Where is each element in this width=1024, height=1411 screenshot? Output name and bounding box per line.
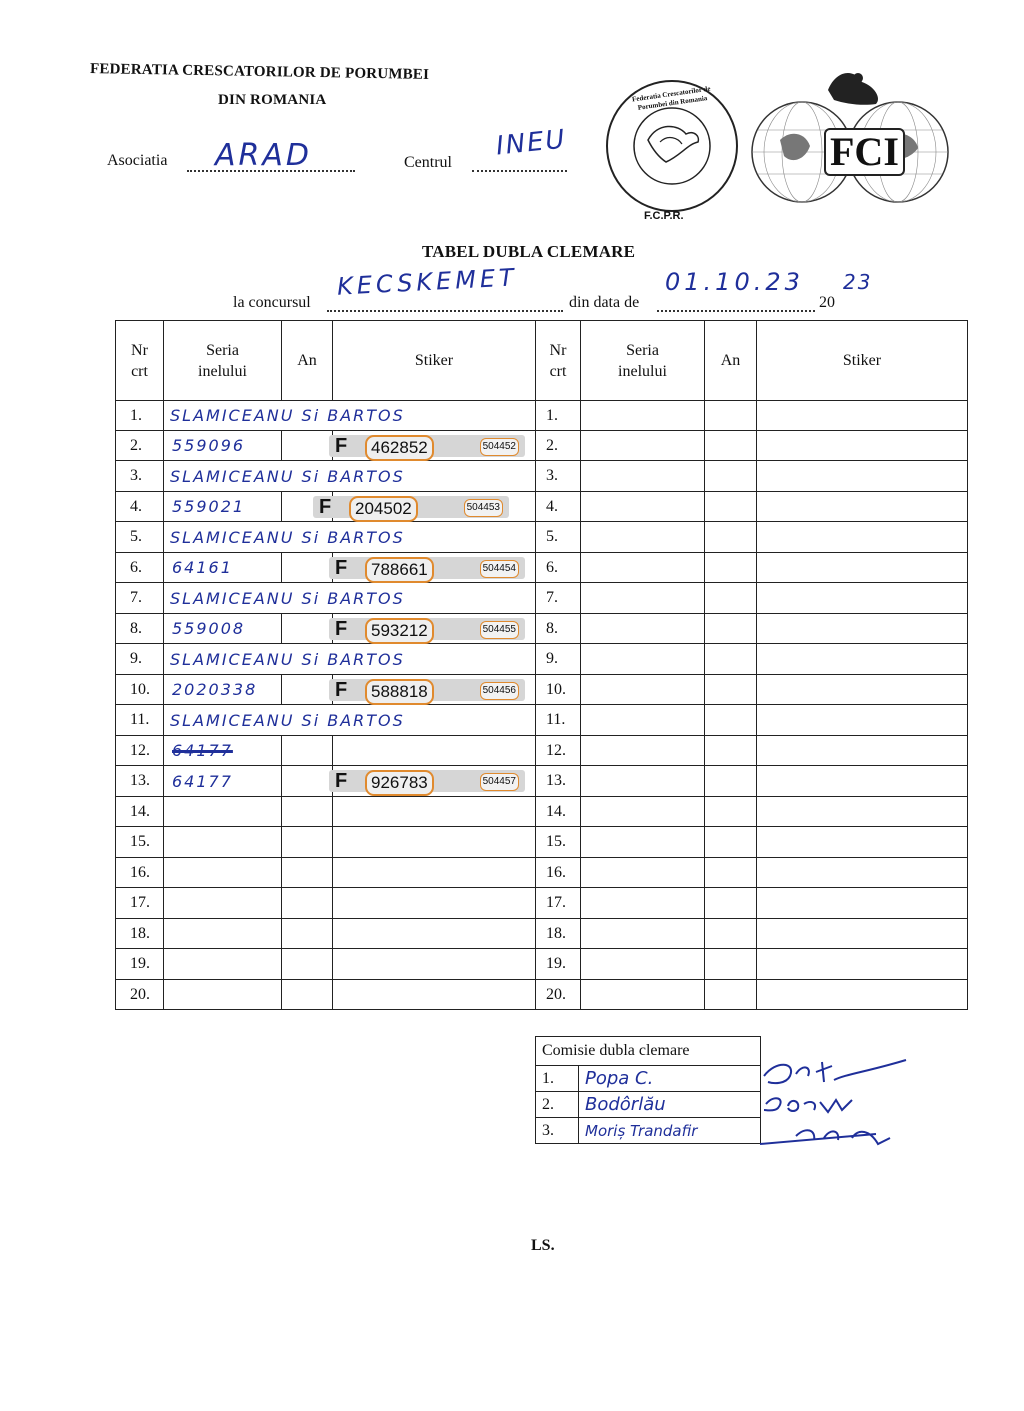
sticker-cell xyxy=(333,553,536,583)
row-nr-right: 19. xyxy=(536,949,581,980)
row-nr: 3. xyxy=(116,461,164,492)
sticker-cell-right xyxy=(757,919,968,949)
sticker-cell xyxy=(333,675,536,705)
row-nr-right: 9. xyxy=(536,644,581,675)
ring-series-cell-right xyxy=(581,949,705,980)
table-row xyxy=(116,827,968,858)
sticker-label xyxy=(313,496,509,518)
ring-series-cell xyxy=(164,492,282,522)
table-row xyxy=(116,949,968,980)
fci-text: FCI xyxy=(824,128,905,176)
row-nr-right: 14. xyxy=(536,797,581,827)
row-nr-right: 5. xyxy=(536,522,581,553)
year-cell-right xyxy=(705,675,757,705)
row-nr-right: 17. xyxy=(536,888,581,919)
ring-series: 64177 xyxy=(172,741,233,760)
sticker-cell-right xyxy=(757,675,968,705)
table-row xyxy=(116,644,968,675)
year-cell xyxy=(282,980,333,1010)
year-cell-right xyxy=(705,644,757,675)
row-nr: 12. xyxy=(116,736,164,766)
table-row xyxy=(116,431,968,461)
sticker-cell xyxy=(333,797,536,827)
table-header xyxy=(116,321,968,401)
sticker-number: 462852 xyxy=(365,435,434,461)
year-cell xyxy=(282,675,333,705)
sticker-cell xyxy=(333,949,536,980)
table-row xyxy=(116,461,968,492)
table-row xyxy=(116,492,968,522)
table-row xyxy=(116,766,968,797)
sticker-cell xyxy=(333,614,536,644)
row-nr: 5. xyxy=(116,522,164,553)
table-row xyxy=(116,919,968,949)
row-nr: 2. xyxy=(116,431,164,461)
sticker-prefix: F xyxy=(335,770,348,792)
sticker-label xyxy=(329,557,525,579)
sticker-cell xyxy=(333,888,536,919)
sticker-cell-right xyxy=(757,980,968,1010)
year-cell xyxy=(282,827,333,858)
ring-series-cell-right xyxy=(581,522,705,553)
ls-label: LS. xyxy=(531,1237,555,1254)
row-nr: 4. xyxy=(116,492,164,522)
sticker-prefix: F xyxy=(335,556,348,579)
sticker-cell-right xyxy=(757,614,968,644)
sticker-cell-right xyxy=(757,949,968,980)
sticker-small-number: 504452 xyxy=(480,438,519,456)
sticker-small-number: 504453 xyxy=(464,499,503,517)
header-nr: Nr crt xyxy=(116,321,164,401)
ring-series-cell xyxy=(164,888,282,919)
table-row xyxy=(116,705,968,736)
sticker-label xyxy=(329,435,525,457)
year-suffix: 23 xyxy=(843,270,873,294)
year-cell-right xyxy=(705,461,757,492)
table-row xyxy=(116,553,968,583)
ring-series-cell xyxy=(164,980,282,1010)
ring-series-cell-right xyxy=(581,919,705,949)
row-nr-right: 12. xyxy=(536,736,581,766)
comisie-member-name: Moriș Trandafir xyxy=(579,1118,761,1144)
year-cell-right xyxy=(705,797,757,827)
sticker-cell xyxy=(319,492,536,522)
row-nr: 8. xyxy=(116,614,164,644)
comisie-title: Comisie dubla clemare xyxy=(536,1037,761,1066)
year-prefix: 20 xyxy=(819,294,835,311)
year-cell-right xyxy=(705,522,757,553)
header-stiker: Stiker xyxy=(333,321,536,401)
ring-series: 2020338 xyxy=(172,680,258,699)
sticker-number: 926783 xyxy=(365,770,434,796)
comisie-nr: 3. xyxy=(536,1118,579,1144)
ring-series: 559096 xyxy=(172,436,246,455)
sticker-cell-right xyxy=(757,827,968,858)
year-cell-right xyxy=(705,888,757,919)
ring-series-cell-right xyxy=(581,705,705,736)
row-nr: 17. xyxy=(116,888,164,919)
sticker-number: 788661 xyxy=(365,557,434,583)
sticker-prefix: F xyxy=(335,434,348,457)
page-title: TABEL DUBLA CLEMARE xyxy=(422,242,636,261)
centrul-field xyxy=(404,120,594,176)
table-row xyxy=(116,797,968,827)
year-cell-right xyxy=(705,583,757,614)
ring-series-cell-right xyxy=(581,644,705,675)
fcpr-logo xyxy=(606,80,738,222)
header-seria-right: Seria inelului xyxy=(581,321,705,401)
centrul-label: Centrul xyxy=(404,154,452,171)
row-nr-right: 4. xyxy=(536,492,581,522)
year-cell xyxy=(282,797,333,827)
row-nr: 9. xyxy=(116,644,164,675)
row-nr-right: 7. xyxy=(536,583,581,614)
header-seria: Seria inelului xyxy=(164,321,282,401)
year-cell-right xyxy=(705,492,757,522)
centrul-value: INEU xyxy=(494,124,568,162)
org-name-line2: DIN ROMANIA xyxy=(218,92,327,108)
row-nr: 15. xyxy=(116,827,164,858)
sticker-cell-right xyxy=(757,583,968,614)
ring-series-cell-right xyxy=(581,583,705,614)
ring-series-cell-right xyxy=(581,492,705,522)
asociatia-field xyxy=(107,140,357,176)
row-nr-right: 3. xyxy=(536,461,581,492)
row-nr-right: 8. xyxy=(536,614,581,644)
sticker-cell-right xyxy=(757,461,968,492)
ring-series-cell-right xyxy=(581,980,705,1010)
sticker-number: 204502 xyxy=(349,496,418,522)
row-nr-right: 20. xyxy=(536,980,581,1010)
ring-series-cell-right xyxy=(581,401,705,431)
sticker-cell-right xyxy=(757,644,968,675)
table-row xyxy=(116,614,968,644)
asociatia-label: Asociatia xyxy=(107,152,168,169)
sticker-cell-right xyxy=(757,553,968,583)
row-nr: 7. xyxy=(116,583,164,614)
signatures-icon xyxy=(756,1054,916,1158)
ring-series-cell-right xyxy=(581,736,705,766)
sticker-label xyxy=(329,679,525,701)
sticker-cell xyxy=(333,919,536,949)
row-nr: 16. xyxy=(116,858,164,888)
table-row xyxy=(116,675,968,705)
sticker-label xyxy=(329,618,525,640)
sticker-cell xyxy=(333,736,536,766)
sticker-label xyxy=(329,770,525,792)
sticker-small-number: 504456 xyxy=(480,682,519,700)
year-cell-right xyxy=(705,431,757,461)
ring-series-cell xyxy=(164,858,282,888)
row-nr: 1. xyxy=(116,401,164,431)
ring-series-cell-right xyxy=(581,553,705,583)
sticker-number: 593212 xyxy=(365,618,434,644)
ring-series-cell-right xyxy=(581,827,705,858)
sticker-cell-right xyxy=(757,705,968,736)
year-cell-right xyxy=(705,827,757,858)
date-value: 01.10.23 xyxy=(665,268,804,296)
sticker-number: 588818 xyxy=(365,679,434,705)
year-cell-right xyxy=(705,858,757,888)
year-cell-right xyxy=(705,401,757,431)
ring-series-cell-right xyxy=(581,675,705,705)
row-nr: 10. xyxy=(116,675,164,705)
org-name-line1: FEDERATIA CRESCATORILOR DE PORUMBEI xyxy=(89,61,430,83)
row-nr-right: 11. xyxy=(536,705,581,736)
year-cell-right xyxy=(705,766,757,797)
ring-series-cell-right xyxy=(581,858,705,888)
owner-name-cell: SLAMICEANU Si BARTOS xyxy=(164,461,536,492)
row-nr: 18. xyxy=(116,919,164,949)
sticker-cell-right xyxy=(757,888,968,919)
sticker-cell-right xyxy=(757,431,968,461)
year-cell-right xyxy=(705,949,757,980)
fcpr-abbr: F.C.P.R. xyxy=(644,210,684,222)
owner-name-cell: SLAMICEANU Si BARTOS xyxy=(164,401,536,431)
ring-series-cell xyxy=(164,949,282,980)
sticker-prefix: F xyxy=(319,495,332,518)
sticker-prefix: F xyxy=(335,617,348,640)
header-an-right: An xyxy=(705,321,757,401)
year-cell xyxy=(282,888,333,919)
row-nr: 19. xyxy=(116,949,164,980)
ring-series-cell xyxy=(164,431,282,461)
year-cell-right xyxy=(705,736,757,766)
ring-series-cell xyxy=(164,766,282,797)
ring-series-cell-right xyxy=(581,766,705,797)
year-cell-right xyxy=(705,614,757,644)
comisie-member-name: Bodôrlău xyxy=(579,1092,761,1118)
row-nr-right: 1. xyxy=(536,401,581,431)
row-nr: 13. xyxy=(116,766,164,797)
comisie-nr: 1. xyxy=(536,1066,579,1092)
row-nr: 11. xyxy=(116,705,164,736)
ring-series: 559008 xyxy=(172,619,246,638)
dubla-clemare-table xyxy=(115,320,968,1010)
ring-series-cell xyxy=(164,797,282,827)
sticker-cell-right xyxy=(757,797,968,827)
table-row xyxy=(116,888,968,919)
row-nr: 6. xyxy=(116,553,164,583)
row-nr-right: 6. xyxy=(536,553,581,583)
ring-series: 64177 xyxy=(172,771,233,791)
row-nr-right: 16. xyxy=(536,858,581,888)
ring-series-cell xyxy=(164,736,282,766)
row-nr-right: 13. xyxy=(536,766,581,797)
fcpr-ring-text: Federatia Crescatorilor de Porumbei din Romania xyxy=(631,84,712,112)
contest-value: KECSKEMET xyxy=(336,263,519,301)
date-label: din data de xyxy=(569,294,640,311)
table-row xyxy=(116,858,968,888)
year-cell xyxy=(282,553,333,583)
comisie-table xyxy=(535,1036,761,1144)
table-row xyxy=(116,736,968,766)
year-cell xyxy=(282,736,333,766)
ring-series-cell xyxy=(164,919,282,949)
sticker-small-number: 504454 xyxy=(480,560,519,578)
owner-name-cell: SLAMICEANU Si BARTOS xyxy=(164,705,536,736)
ring-series-cell-right xyxy=(581,614,705,644)
header-nr-right: Nr crt xyxy=(536,321,581,401)
sticker-cell xyxy=(333,431,536,461)
sticker-cell xyxy=(333,827,536,858)
row-nr-right: 15. xyxy=(536,827,581,858)
comisie-member-name: Popa C. xyxy=(579,1066,761,1092)
table-row xyxy=(116,980,968,1010)
sticker-cell-right xyxy=(757,736,968,766)
ring-series-cell xyxy=(164,675,282,705)
row-nr: 14. xyxy=(116,797,164,827)
year-cell xyxy=(282,614,333,644)
asociatia-value: ARAD xyxy=(215,138,312,173)
ring-series: 64161 xyxy=(172,558,233,577)
sticker-cell-right xyxy=(757,766,968,797)
owner-name-cell: SLAMICEANU Si BARTOS xyxy=(164,522,536,553)
sticker-cell-right xyxy=(757,858,968,888)
ring-series-cell xyxy=(164,553,282,583)
table-row xyxy=(116,401,968,431)
comisie-nr: 2. xyxy=(536,1092,579,1118)
ring-series-cell-right xyxy=(581,461,705,492)
year-cell-right xyxy=(705,705,757,736)
contest-line xyxy=(233,263,893,312)
row-nr-right: 18. xyxy=(536,919,581,949)
sticker-prefix: F xyxy=(335,678,348,701)
year-cell-right xyxy=(705,553,757,583)
sticker-cell-right xyxy=(757,492,968,522)
owner-name-cell: SLAMICEANU Si BARTOS xyxy=(164,644,536,675)
header-an: An xyxy=(282,321,333,401)
year-cell xyxy=(282,949,333,980)
sticker-cell xyxy=(333,980,536,1010)
year-cell xyxy=(282,858,333,888)
row-nr-right: 10. xyxy=(536,675,581,705)
header-stiker-right: Stiker xyxy=(757,321,968,401)
ring-series-cell-right xyxy=(581,797,705,827)
sticker-cell-right xyxy=(757,522,968,553)
table-row xyxy=(116,583,968,614)
table-row xyxy=(116,522,968,553)
ring-series-cell-right xyxy=(581,888,705,919)
year-cell-right xyxy=(705,919,757,949)
owner-name-cell: SLAMICEANU Si BARTOS xyxy=(164,583,536,614)
ring-series-cell xyxy=(164,827,282,858)
sticker-cell xyxy=(333,858,536,888)
ring-series-cell xyxy=(164,614,282,644)
contest-label: la concursul xyxy=(233,294,311,311)
sticker-small-number: 504457 xyxy=(480,773,519,791)
year-cell xyxy=(282,431,333,461)
year-cell xyxy=(282,919,333,949)
year-cell-right xyxy=(705,980,757,1010)
ring-series-cell-right xyxy=(581,431,705,461)
ring-series: 559021 xyxy=(172,497,246,516)
row-nr: 20. xyxy=(116,980,164,1010)
sticker-small-number: 504455 xyxy=(480,621,519,639)
year-cell xyxy=(282,766,333,797)
fci-logo xyxy=(750,60,950,210)
row-nr-right: 2. xyxy=(536,431,581,461)
sticker-cell-right xyxy=(757,401,968,431)
sticker-cell xyxy=(333,766,536,797)
